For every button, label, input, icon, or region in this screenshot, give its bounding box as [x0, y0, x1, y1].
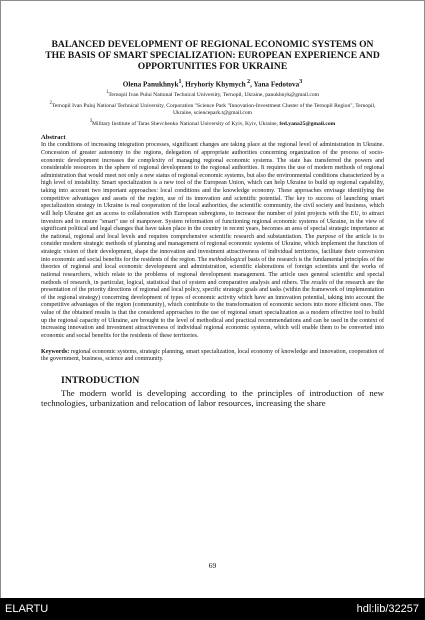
abstract-text: In the conditions of increasing integration processes, significant changes are taking place at the regional level of administration in Ukraine. Concession of greater autonomy to the regions, delegation of appropriate authorities concerning organization of the process of socio-economic development increases the complexity of managing regional economic systems. The state has transferred the powers and considerable resources in the sphere of regional development to the regional authorities. It requires the use of modern methods of regional administration that would meet not only a new status of regional economic systems, but also the environmental conditions characterized by a high level of instability. Smart specialization is a new tool of the European Union, which can help Ukraine to build up regional capability, taking into account two important approaches: local conditions and the knowledge economy. These approaches envisage identifying the competitive advantages and assets of the region, use of its innovation and scientific potential. The key to success of launching smart specialization strategy in Ukraine is real cooperation of the local authorities, the scientific community, the civil society and business, which will help Ukraine get an access to collaboration with European subregions, to increase the number of joint projects with the EU, to attract investors and to ensure "smart" use of manpower. System reformation of functioning regional economic systems of Ukraine, in the view of significant political and legal changes that have taken place in the country in recent years, becomes an area of special strategic importance at the national, regional and local levels and requires comprehensive scientific research and substantiation. The purpose of the article is to consider modern strategic methods of planning and management of regional economic systems of Ukraine, which implement the function of strategic vision of their development, shape the innovation and investment attractiveness of individual territories, facilitate their conversion into economic and social benefits for the residents of the region. The methodological basis of the research is the fundamental principles of the theories of regional and local economic development and administration, scientific elaborations of foreign scientists and the works of national researchers, which relate to the problems of regional development management. The article uses general scientific and special methods of research, in particular, logical, statistical that of system and comparative analysis and others. The results of the research are the presentation of the priority directions of regional and local policy, specific strategic goals and tasks (within the framework of implementation of the regional strategy) concerning development of types of economic activity which have an innovation potential, taking into account the competitive advantages of the region (community), which contribute to the transformation of economic sectors into more efficient ones. The value of the obtained results is that the considered approaches to the use of regional smart specialization as a modern effective tool to build up the regional capacity of Ukraine, are brought to the level of methodical and practical recommendations and can be used in the context of increasing innovation and investment attractiveness of individual regional economic systems, which will enable them to be converted into economic and social benefits for the residents of these territories.	[41, 142, 384, 339]
repository-name: ELARTU	[5, 603, 49, 615]
author-list: Olena Panukhnyk$^1$, Hryhoriy Khymych $^2$, Yana Fedotova$^3$	[122, 79, 303, 89]
paper-page	[1, 1, 424, 598]
keywords-label: Keywords:	[41, 348, 70, 355]
author-superscript: 2	[245, 79, 251, 85]
author-name: Hryhoriy Khymych	[185, 80, 246, 89]
section-heading-introduction: INTRODUCTION	[61, 374, 140, 386]
introduction-text: The modern world is developing according to the principles of introduction of new technologies, urbanization and relocation of labor resources, increasing the share	[41, 387, 384, 409]
author-email: fed.yana25@gmail.com	[279, 120, 336, 127]
page-number: 69	[208, 561, 217, 570]
affiliation-3: $^3$Military Institute of Taras Shevchenko National University of Kyiv, Kyiv, Ukraine, fed.yana25@gmail.com	[89, 118, 336, 127]
author-superscript: 3	[299, 79, 303, 85]
affiliation-1: $^1$Ternopil Ivan Pului National Technical University, Ternopil, Ukraine, panukhnyk@gmail.com	[106, 90, 319, 99]
abstract-heading: Abstract	[41, 134, 66, 142]
repository-footer-bar	[0, 598, 425, 620]
affiliation-2: $^2$Ternopil Ivan Puluj National Technical University, Corporation "Science Park "Innovation-Investment Cluster of the Ternopil Region", Ternopil, Ukraine, sciencepark.t@gmail.com	[49, 100, 376, 117]
author-name: Yana Fedotova	[253, 80, 300, 89]
handle-identifier: hdl:lib/32257	[356, 603, 419, 615]
keywords: Keywords: regional economic systems, strategic planning, smart specialization, local economy of knowledge and innovation, cooperation of the government, business, science and community.	[41, 348, 384, 363]
author-name: Olena Panukhnyk	[122, 80, 179, 89]
author-superscript: 1	[178, 79, 182, 85]
paper-title: BALANCED DEVELOPMENT OF REGIONAL ECONOMIC SYSTEMS ON THE BASIS OF SMART SPECIALIZATION: EUROPEAN EXPERIENCE AND OPPORTUNITIES FOR UKRAINE	[45, 39, 380, 72]
